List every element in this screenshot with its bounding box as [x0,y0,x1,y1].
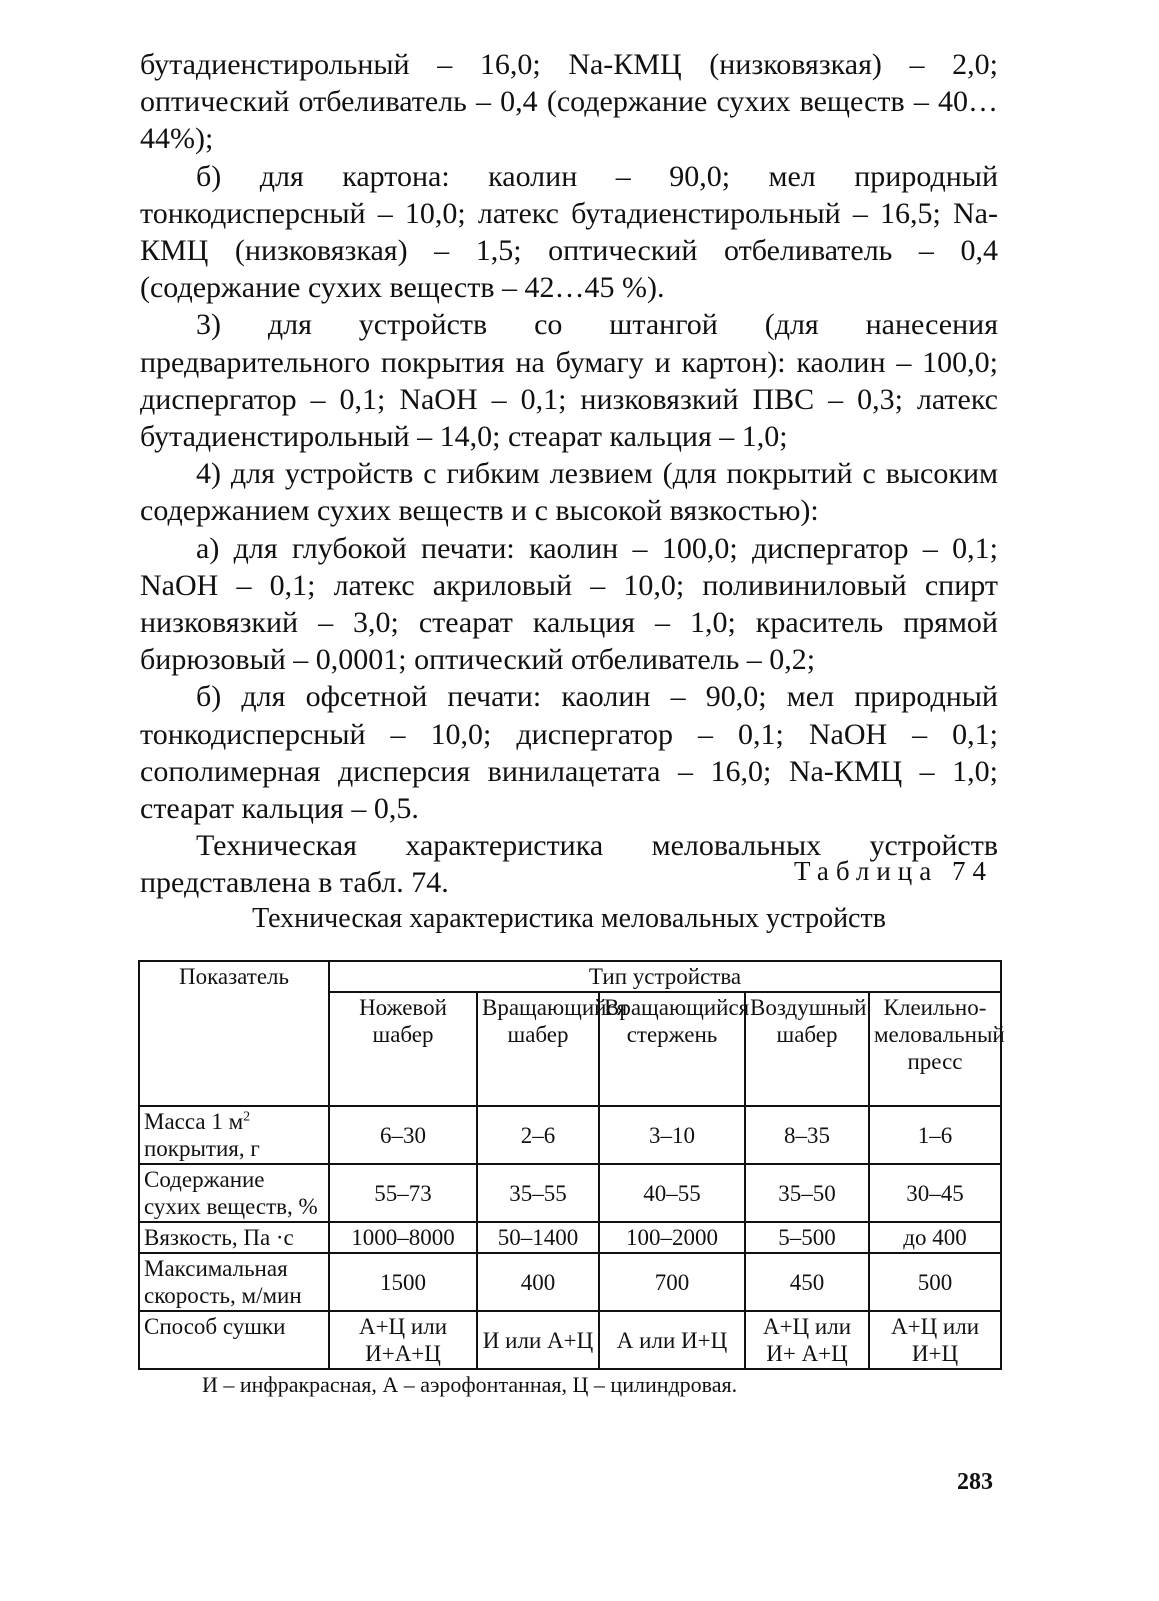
table-cell: 6–30 [329,1106,477,1164]
header-col-2: Вращающийся шабер [477,992,599,1106]
paragraph-flexible-blade: 4) для устройств с гибким лезвием (для покрытий с высоким содержанием сухих веществ и с высокой вязкостью): [140,457,998,528]
table-title: Техническая характеристика меловальных устройств [252,903,886,934]
table-cell: 2–6 [477,1106,599,1164]
table-cell: 400 [477,1253,599,1311]
paragraph-offset: б) для офсетной печати: каолин – 90,0; мел природный тонкодисперсный – 10,0; диспергатор – 0,1; NaOH – 0,1; сополимерная дисперсия винилацетата – 16,0; Na-КМЦ – 1,0; стеарат кальция – 0,5. [140,680,998,826]
table-row [139,1311,1001,1369]
table-row [139,1164,1001,1222]
paragraph-gravure: а) для глубокой печати: каолин – 100,0; диспергатор – 0,1; NaOH – 0,1; латекс акриловый – 10,0; поливиниловый спирт низковязкий – 3,0; стеарат кальция – 1,0; краситель прямой бирюзовый – 0,0001; оптический отбеливатель – 0,2; [140,531,998,677]
header-indicator: Показатель [139,961,329,1106]
table-cell: 35–55 [477,1164,599,1222]
table-cell: 55–73 [329,1164,477,1222]
table-row [139,1253,1001,1311]
paragraph-continuation: бутадиенстирольный – 16,0; Na-КМЦ (низковязкая) – 2,0; оптический отбеливатель – 0,4 (содержание сухих веществ – 40…44%); [140,48,998,156]
table-cell: 8–35 [745,1106,869,1164]
row-label-viscosity: Вязкость, Па ·с [139,1222,329,1253]
header-col-4: Воздушный шабер [745,992,869,1106]
table-cell: А или И+Ц [599,1311,745,1369]
header-col-5: Клеильно-меловальный пресс [869,992,1001,1106]
table-cell: 40–55 [599,1164,745,1222]
table-cell: 700 [599,1253,745,1311]
table-cell: 100–2000 [599,1222,745,1253]
table-cell: А+Ц или И+Ц [869,1311,1001,1369]
row-label-speed: Максимальная скорость, м/мин [139,1253,329,1311]
row-label-solids: Содержание сухих веществ, % [139,1164,329,1222]
table-cell: А+Ц или И+А+Ц [329,1311,477,1369]
table-cell: 35–50 [745,1164,869,1222]
table-cell: 500 [869,1253,1001,1311]
page-number: 283 [957,1469,993,1495]
table-row [139,1106,1001,1164]
header-col-1: Ножевой шабер [329,992,477,1106]
row-label-mass-pre: Масса 1 м [144,1109,244,1134]
row-label-drying: Способ сушки [139,1311,329,1369]
table-cell: 450 [745,1253,869,1311]
specs-table [138,960,1005,1370]
table-cell: И или А+Ц [477,1311,599,1369]
paragraph-cardboard: б) для картона: каолин – 90,0; мел природный тонкодисперсный – 10,0; латекс бутадиенстирольный – 16,5; Na-КМЦ (низковязкая) – 1,5; оптический отбеливатель – 0,4 (содержание сухих веществ – 42…45 %). [140,159,998,305]
table-cell: 1000–8000 [329,1222,477,1253]
table-cell: 30–45 [869,1164,1001,1222]
header-col-3: Вращающийся стержень [599,992,745,1106]
table-cell: 1500 [329,1253,477,1311]
row-label-mass-sup: 2 [243,1109,251,1125]
header-device-type: Тип устройства [329,961,1001,992]
table-cell: 50–1400 [477,1222,599,1253]
table-row [139,1222,1001,1253]
paragraph-rod-devices: 3) для устройств со штангой (для нанесения предварительного покрытия на бумагу и картон): каолин – 100,0; диспергатор – 0,1; NaOH – 0,1; низковязкий ПВС – 0,3; латекс бутадиенстирольный – 14,0; стеарат кальция – 1,0; [140,308,998,454]
table-cell: 5–500 [745,1222,869,1253]
table-cell: до 400 [869,1222,1001,1253]
table-cell: 3–10 [599,1106,745,1164]
body-text [140,46,998,902]
table-footnote: И – инфракрасная, А – аэрофонтанная, Ц – цилиндровая. [202,1372,738,1397]
paragraph-table-reference: Техническая характеристика меловальных устройств представлена в табл. 74. [140,829,998,900]
table-header-row [139,961,1001,992]
table-caption: Таблица 74 [794,856,993,886]
table-cell: 1–6 [869,1106,1001,1164]
row-label-mass [139,1106,329,1164]
row-label-mass-post: покрытия, г [144,1136,260,1161]
table-cell: А+Ц или И+ А+Ц [745,1311,869,1369]
